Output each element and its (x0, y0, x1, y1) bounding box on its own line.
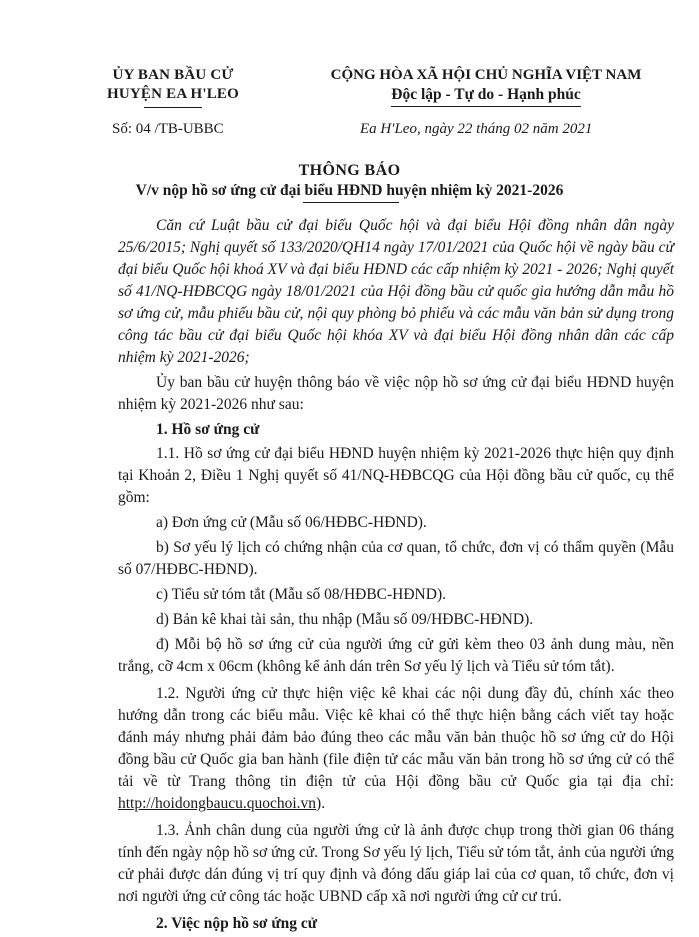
paragraph-1-2-end: ). (316, 795, 326, 812)
document-subtitle: V/v nộp hồ sơ ứng cử đại biểu HĐND huyện nhiệm kỳ 2021-2026 (135, 182, 564, 199)
agency-line-1: ỦY BAN BẦU CỬ (112, 67, 234, 83)
section-2-heading: 2. Việc nộp hồ sơ ứng cử (156, 915, 318, 932)
list-item-dd: đ) Mỗi bộ hồ sơ ứng cử của người ứng cử gửi kèm theo 03 ảnh dung màu, nền trắng, cỡ 4cm x 06cm (không kể ảnh dán trên Sơ yếu lý lịch và Tiểu sử tóm tắt). (118, 636, 674, 675)
list-item-a: a) Đơn ứng cử (Mẫu số 06/HĐBC-HĐND). (156, 514, 427, 531)
agency-underline (144, 107, 202, 108)
agency-line-2: HUYỆN EA H'LEO (107, 86, 239, 102)
nation-motto: Độc lập - Tự do - Hạnh phúc (391, 85, 580, 107)
document-body (118, 215, 674, 937)
paragraph-1-1: 1.1. Hồ sơ ứng cử đại biểu HĐND huyện nhiệm kỳ 2021-2026 thực hiện quy định tại Khoản 2, Điều 1 Nghị quyết số 41/NQ-HĐBCQG của Hội đồng bầu cử quốc, cụ thể gồm: (118, 445, 674, 506)
list-item-c: c) Tiểu sử tóm tắt (Mẫu số 08/HĐBC-HĐND). (156, 586, 446, 603)
legal-basis-paragraph: Căn cứ Luật bầu cử đại biểu Quốc hội và đại biểu Hội đồng nhân dân ngày 25/6/2015; Nghị quyết số 133/2020/QH14 ngày 17/01/2021 của Quốc hội về ngày bầu cử đại biểu Quốc hội khoá XV và đại biểu HĐND các cấp nhiệm kỳ 2021 - 2026; Nghị quyết số 41/NQ-HĐBCQG ngày 18/01/2021 của Hội đồng bầu cử quốc gia hướng dẫn mẫu hồ sơ ứng cử, mẫu phiếu bầu cử, nội quy phòng bỏ phiếu và các mẫu văn bản sử dụng trong công tác bầu cử đại biểu Quốc hội khóa XV và đại biểu Hội đồng nhân dân các cấp nhiệm kỳ 2021-2026; (118, 217, 674, 366)
paragraph-1-2-text: 1.2. Người ứng cử thực hiện việc kê khai các nội dung đầy đủ, chính xác theo hướng dẫn trong các biểu mẫu. Việc kê khai có thể thực hiện bằng cách viết tay hoặc đánh máy nhưng phải đảm bảo đúng theo các mẫu văn bản thuộc hồ sơ ứng cử do Hội đồng bầu cử Quốc gia ban hành (file điện tử các mẫu văn bản trong hồ sơ ứng cử có thể tải về từ Trang thông tin điện tử của Hội đồng bầu cử Quốc gia tại địa chỉ: (118, 685, 674, 790)
place-and-date: Ea H'Leo, ngày 22 tháng 02 năm 2021 (360, 121, 593, 137)
election-council-link[interactable]: http://hoidongbaucu.quochoi.vn (118, 795, 317, 812)
national-header (296, 66, 676, 107)
issuing-agency (78, 66, 268, 108)
list-item-d: d) Bản kê khai tài sản, thu nhập (Mẫu số 09/HĐBC-HĐND). (156, 611, 534, 628)
paragraph-1-2 (118, 683, 674, 815)
nation-title: CỘNG HÒA XÃ HỘI CHỦ NGHĨA VIỆT NAM (330, 67, 642, 83)
document-number: Số: 04 /TB-UBBC (112, 121, 224, 137)
subtitle-underline (303, 202, 399, 203)
intro-paragraph: Ủy ban bầu cử huyện thông báo về việc nộp hồ sơ ứng cử đại biểu HĐND huyện nhiệm kỳ 2021-2026 như sau: (118, 374, 674, 413)
section-1-heading: 1. Hồ sơ ứng cử (156, 421, 260, 438)
paragraph-1-3: 1.3. Ảnh chân dung của người ứng cử là ảnh được chụp trong thời gian 06 tháng tính đến ngày nộp hồ sơ ứng cử. Trong Sơ yếu lý lịch, Tiểu sử tóm tắt, ảnh của người ứng cử phải được dán đúng vị trí quy định và đóng dấu giáp lai của cơ quan, tổ chức, đơn vị nơi người ứng cử công tác hoặc UBND cấp xã nơi người ứng cử cư trú. (118, 822, 674, 905)
document-title: THÔNG BÁO (298, 162, 401, 179)
list-item-b: b) Sơ yếu lý lịch có chứng nhận của cơ quan, tổ chức, đơn vị có thẩm quyền (Mẫu số 07/HĐBC-HĐND). (118, 539, 674, 578)
